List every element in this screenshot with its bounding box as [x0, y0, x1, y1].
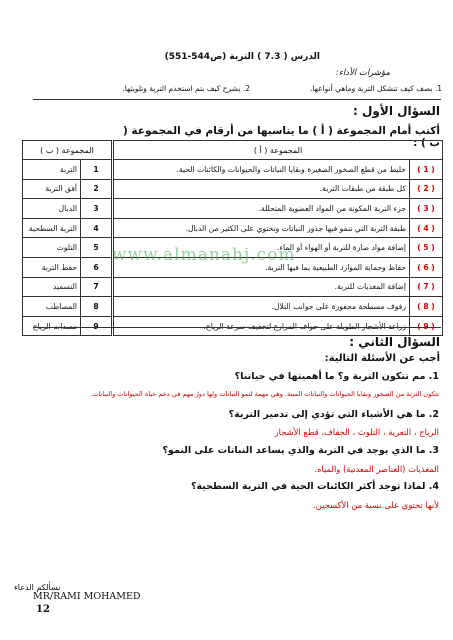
term-number: 6: [81, 257, 112, 277]
statement-cell: خليط من قطع الصخور الصغيرة وبقايا النباتات والحيوانات والكائنات الحية.: [114, 160, 410, 180]
answer-cell: ( 1 ): [410, 160, 443, 180]
answer-text: الرياح ، التعرية ، التلوث ، الجفاف، قطع الأشجار: [274, 427, 439, 437]
divider: [33, 99, 441, 100]
statement-cell: إضافة المغذيات للتربة.: [114, 277, 410, 297]
group-b-header: المجموعة ( ب ): [23, 141, 112, 160]
answer-cell: ( 5 ): [410, 238, 443, 258]
table-row: [23, 297, 112, 317]
page-number: 12: [36, 604, 50, 615]
group-b-table: [22, 140, 112, 336]
term-label: الدبال: [23, 199, 81, 219]
question-item: 1. مم تتكون التربة و؟ ما أهميتها في حياتنا؟: [234, 371, 439, 382]
statement-cell: طبقة التربة التي تنمو فيها جذور النباتات وتحتوي على الكثير من الدبال.: [114, 218, 410, 238]
term-number: 5: [81, 238, 112, 258]
term-number: 2: [81, 179, 112, 199]
term-number: 8: [81, 297, 112, 317]
term-label: أفق التربة: [23, 179, 81, 199]
statement-cell: كل طبقة من طبقات التربة.: [114, 179, 410, 199]
answer-cell: ( 3 ): [410, 199, 443, 219]
closing-text: نسألكم الدعاء: [14, 583, 61, 592]
author-name: MR/RAMI MOHAMED: [33, 591, 141, 602]
watermark: www.almanahj.com: [112, 245, 296, 265]
term-label: مصدات الرياح: [23, 316, 81, 336]
term-number: 9: [81, 316, 112, 336]
question-1-title: السؤال الأول :: [353, 104, 440, 118]
term-label: حفظ التربة: [23, 257, 81, 277]
question-1-instruction: أكتب أمام المجموعة ( أ ) ما يناسبها من أرقام في المجموعة ( ب ) :: [122, 125, 440, 149]
table-row: [114, 218, 443, 238]
term-label: التربة: [23, 160, 81, 180]
term-number: 7: [81, 277, 112, 297]
question-item: 2. ما هي الأشياء التي تؤدي إلى تدمير التربة؟: [228, 409, 439, 420]
answer-cell: ( 6 ): [410, 257, 443, 277]
term-label: التلوث: [23, 238, 81, 258]
table-row: [23, 179, 112, 199]
table-row: [114, 179, 443, 199]
answer-cell: ( 4 ): [410, 218, 443, 238]
term-label: التربة السطحية: [23, 218, 81, 238]
term-number: 4: [81, 218, 112, 238]
answer-text: تتكون التربة من الصخور وبقايا الحيوانات والنباتات الميتة. وهي مهمة لنمو النباتات ولها دورٌ مهم في دعم حياة الحيوانات والنباتات.: [90, 390, 439, 398]
table-row: [23, 257, 112, 277]
table-row: [114, 199, 443, 219]
term-number: 1: [81, 160, 112, 180]
table-row: [114, 277, 443, 297]
table-row: [23, 238, 112, 258]
term-label: التسميد: [23, 277, 81, 297]
divider: [33, 327, 441, 328]
statement-cell: حفاظ وحماية الموارد الطبيعية بما فيها التربة.: [114, 257, 410, 277]
table-row: [23, 277, 112, 297]
answer-cell: ( 8 ): [410, 297, 443, 317]
lesson-title: الدرس ( 7.3 ) التربة (ص544-551): [164, 52, 320, 62]
term-label: المصاطب: [23, 297, 81, 317]
objective-2: 2. يشرح كيف يتم استخدم التربة وتلويثها.: [122, 84, 250, 93]
term-number: 3: [81, 199, 112, 219]
table-row: [23, 160, 112, 180]
answer-cell: ( 2 ): [410, 179, 443, 199]
objectives-title: مؤشرات الأداء:: [335, 68, 390, 78]
question-2-title: السؤال الثاني :: [349, 335, 440, 349]
statement-cell: زراعة الأشجار الطويلة على حواف المزارع لتخفيف سرعة الرياح.: [114, 316, 410, 336]
table-row: [114, 297, 443, 317]
group-a-header: المجموعة ( أ ): [114, 141, 443, 160]
group-a-table: [113, 140, 443, 336]
answer-text: المغذيات (العناصر المعدنية) والمياه.: [314, 464, 439, 474]
statement-cell: إضافة مواد ضارة للتربة أو الهواء أو الماء.: [114, 238, 410, 258]
table-row: [23, 218, 112, 238]
answer-cell: ( 9 ): [410, 316, 443, 336]
question-item: 3. ما الذي يوجد في التربة والذي يساعد النباتات على النمو؟: [162, 445, 439, 456]
question-item: 4. لماذا توجد أكثر الكائنات الحية في التربة السطحية؟: [190, 481, 439, 492]
statement-cell: جزء التربة المكونة من المواد العضوية المتحللة.: [114, 199, 410, 219]
table-row: [23, 199, 112, 219]
objective-1: 1. يصف كيف تتشكل التربة وماهي أنواعها.: [309, 84, 442, 93]
table-row: [114, 160, 443, 180]
answer-text: لأنها تحتوي على نسبة من الأكسجين.: [313, 500, 439, 510]
question-2-instruction: أجب عن الأسئلة التالية:: [324, 353, 440, 364]
statement-cell: رفوف مسطحة محفورة على جوانب التلال.: [114, 297, 410, 317]
answer-cell: ( 7 ): [410, 277, 443, 297]
